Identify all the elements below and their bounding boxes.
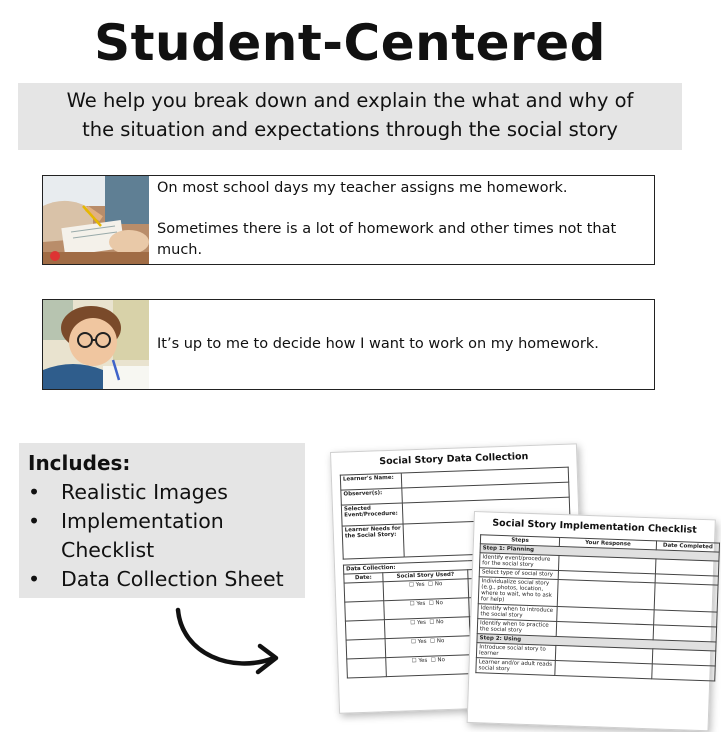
implementation-checklist-sheet xyxy=(467,511,716,731)
page-title: Student-Centered xyxy=(94,14,606,72)
includes-panel: Includes: • Realistic Images • Implementation Checklist • Data Collection Sheet xyxy=(19,443,305,598)
story-card-2 xyxy=(42,299,655,390)
subtitle-line-2: the situation and expectations through the social story xyxy=(82,118,618,141)
checklist-sheet-title: Social Story Implementation Checklist xyxy=(492,517,697,536)
includes-heading: Includes: xyxy=(28,451,131,475)
boy-with-glasses-photo xyxy=(43,300,149,389)
bullet-icon: • xyxy=(28,509,41,533)
story-text-line: Sometimes there is a lot of homework and other times not that xyxy=(157,221,617,237)
data-sheet-log-table: Data Collection: Date: Social Story Used? ☐ Yes ☐ No ☐ Yes ☐ No ☐ Yes ☐ No ☐ Yes ☐ No ☐ Yes ☐ No xyxy=(343,557,576,679)
data-sheet-fields-table: Learner's Name: Observer(s): Selected Event/Procedure: Learner Needs for the Social Story: xyxy=(340,467,572,560)
data-sheet-title: Social Story Data Collection xyxy=(379,451,529,468)
curved-arrow-icon xyxy=(170,602,290,682)
story-text-line: It’s up to me to decide how I want to work on my homework. xyxy=(157,336,599,352)
story-photo-2 xyxy=(43,300,149,389)
bullet-icon: • xyxy=(28,480,41,504)
story-photo-1 xyxy=(43,176,149,264)
checklist-table: Steps Your Response Date Completed Step 1: Planning Identify event/procedure for the social story Select type of social story Individualize social story (e.g., photos, location, where to wait, who to ask for help) Identify when to introduce the social story Identify when to practice the social story Step 2: Using Introduce social story to learner Learner and/or adult reads social story xyxy=(475,534,720,681)
story-card-1 xyxy=(42,175,655,265)
story-text-line: On most school days my teacher assigns me homework. xyxy=(157,180,568,196)
subtitle-line-1: We help you break down and explain the what and why of xyxy=(66,89,634,112)
story-text-line: much. xyxy=(157,242,203,258)
subtitle-banner xyxy=(18,83,682,150)
children-writing-photo xyxy=(43,176,149,264)
bullet-icon: • xyxy=(28,567,41,591)
